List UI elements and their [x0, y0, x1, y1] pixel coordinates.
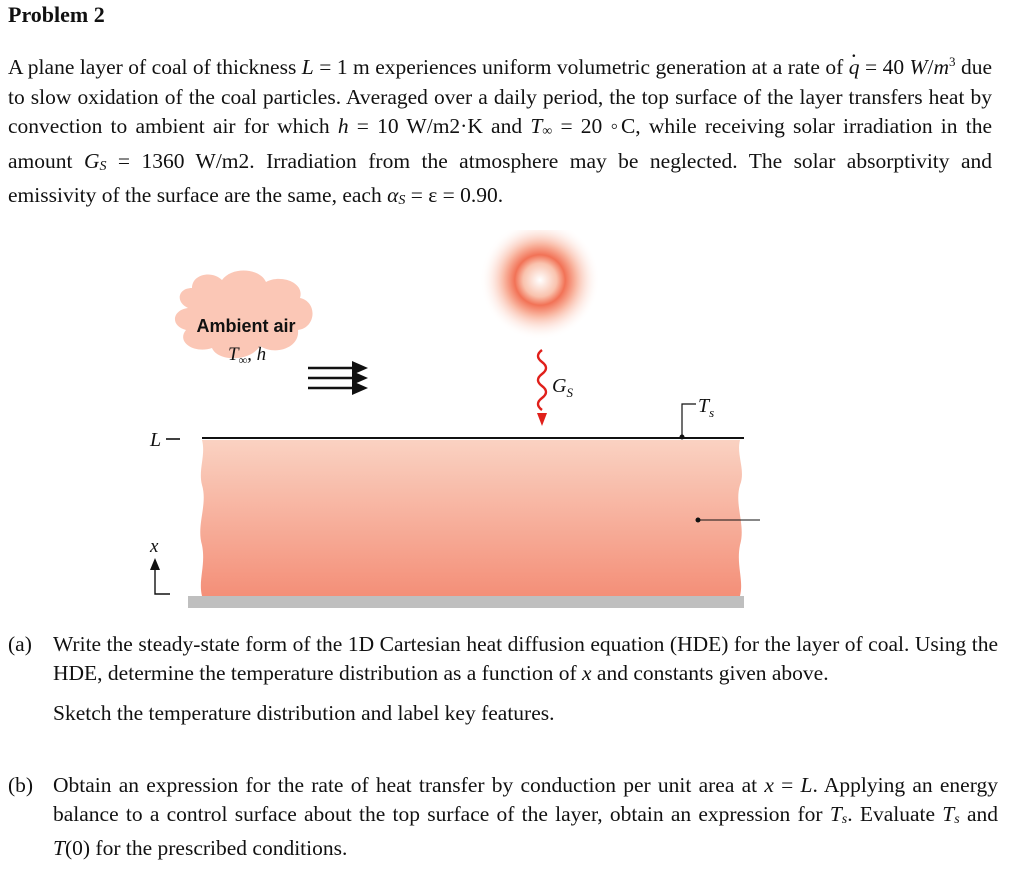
coal-layer — [200, 440, 742, 596]
part-a: (a) Write the steady-state form of the 1D Cartesian heat diffusion equation (HDE) for the layer of coal. Using the HDE, determine the temperature distribution as a function of x and constants given above. Sketch the temperature distribution and label key features. — [8, 630, 998, 728]
solar-irradiation-arrow-icon — [537, 350, 547, 426]
sun-icon — [480, 230, 600, 340]
l-marker-label: L — [150, 429, 162, 451]
ambient-air-cloud — [175, 270, 313, 358]
problem-title: Problem 2 — [8, 2, 105, 27]
gs-label: $G_S$ — [552, 375, 573, 400]
x-axis-arrow-icon — [150, 558, 170, 594]
ground-base — [188, 596, 744, 608]
x-axis-label: x — [150, 536, 159, 557]
coal-layer-figure — [140, 230, 760, 610]
ambient-air-vars: $T_\infty$, h — [228, 344, 267, 367]
part-a-sketch: Sketch the temperature distribution and label key features. — [53, 701, 555, 725]
ts-leader — [682, 404, 696, 437]
part-b: (b) Obtain an expression for the rate of heat transfer by conduction per unit area at x = L. Applying an energy balance to a control surface about the top surface of the layer, obtain an expression for Ts. Evaluate Ts and T(0) for the prescribed conditions. — [8, 773, 998, 860]
ts-label: $T_s$ — [698, 395, 715, 420]
ambient-air-label: Ambient air — [196, 316, 296, 336]
airflow-arrows-icon — [308, 361, 368, 395]
problem-statement: A plane layer of coal of thickness L = 1 m experiences uniform volumetric generation at a rate of · q = 40 $W/m^3$ due to slow oxidation of the coal particles. Averaged over a daily period, the top surface of the layer transfers heat by convection to ambient air for which h = 10 W/m2·K and T∞ = 20 ◦C, while receiving solar irradiation in the amount GS = 1360 W/m2. Irradiation from the atmosphere may be neglected. The solar absorptivity and emissivity of the surface are the same, each αS = ε = 0.90. — [8, 47, 992, 216]
